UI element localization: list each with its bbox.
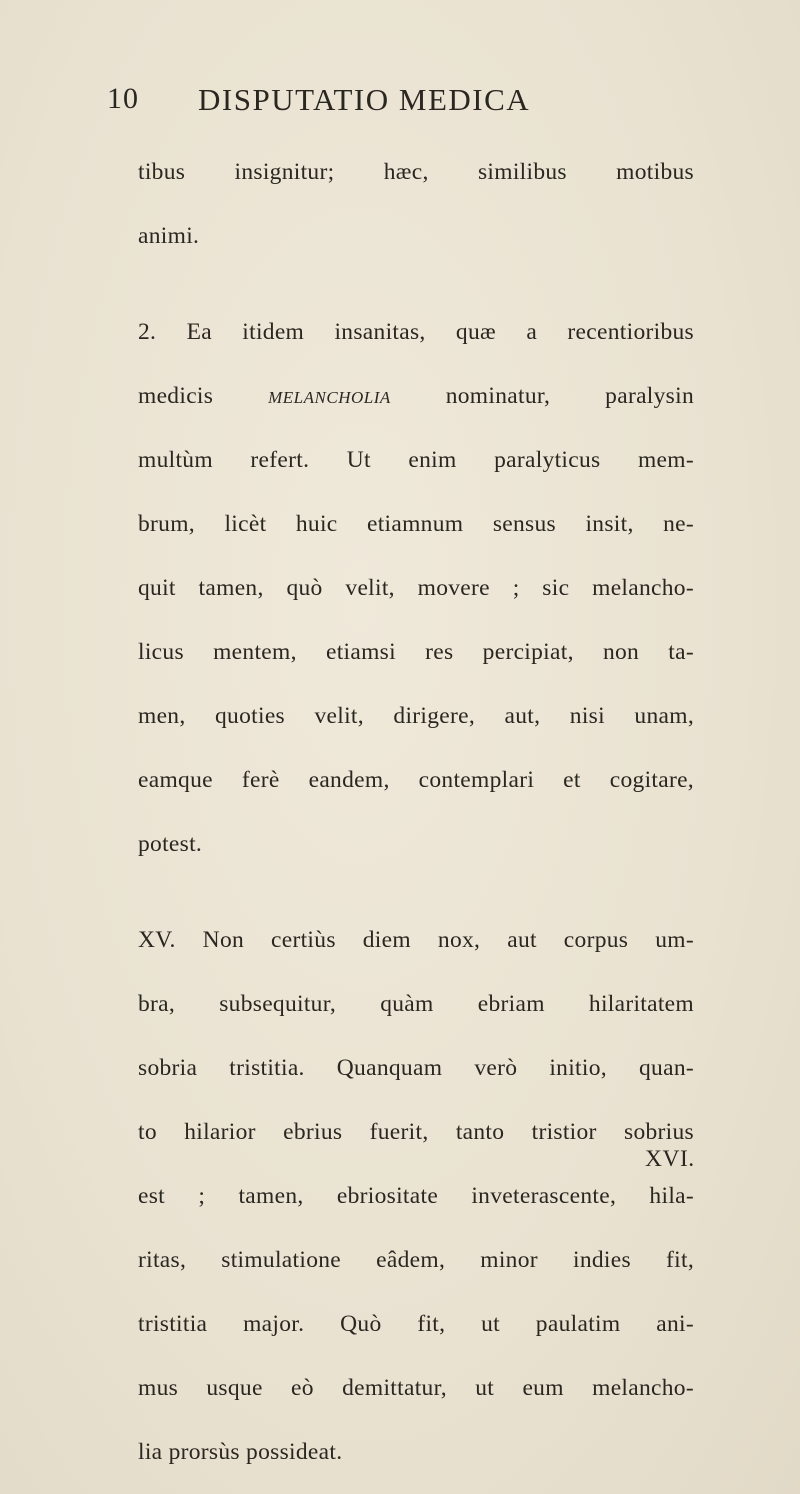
- text-span: 2. Ea itidem insanitas, quæ a recentioribus: [138, 319, 694, 345]
- text-line: tristitia major. Quò fit, ut paulatim ani-: [138, 1311, 694, 1337]
- catchword: XVI.: [645, 1146, 695, 1172]
- text-line: [138, 812, 694, 876]
- text-line: XV. Non certiùs diem nox, aut corpus um-: [138, 927, 694, 953]
- text-span: multùm refert. Ut enim paralyticus mem-: [138, 447, 694, 473]
- text-line: bra, subsequitur, quàm ebriam hilaritatem: [138, 991, 694, 1017]
- paragraph-gap: [138, 268, 694, 300]
- page-header: [107, 82, 607, 122]
- paragraph-continuation: [138, 140, 694, 268]
- paragraph-gap: [138, 876, 694, 908]
- paragraph-2: [138, 300, 694, 876]
- text-span: quit tamen, quò velit, movere ; sic melancho-: [138, 575, 694, 601]
- page-number: 10: [107, 82, 139, 115]
- text-line: [138, 300, 694, 364]
- text-span: licus mentem, etiamsi res percipiat, non ta-: [138, 639, 694, 665]
- text-span: nominatur, paralysin: [390, 383, 695, 409]
- text-line: [138, 428, 694, 492]
- text-line: lia prorsùs possideat.: [138, 1439, 343, 1465]
- text-line: [138, 684, 694, 748]
- text-span: men, quoties velit, dirigere, aut, nisi unam,: [138, 703, 694, 729]
- paragraph-xv: [138, 908, 694, 1484]
- text-line: to hilarior ebrius fuerit, tanto tristior sobrius: [138, 1119, 694, 1145]
- text-line: animi.: [138, 223, 200, 249]
- text-span: medicis: [138, 383, 269, 409]
- text-line: sobria tristitia. Quanquam verò initio, quan-: [138, 1055, 694, 1081]
- term-melancholia: MELANCHOLIA: [268, 388, 391, 407]
- text-span: eamque ferè eandem, contemplari et cogitare,: [138, 767, 694, 793]
- text-line: [138, 620, 694, 684]
- text-line: est ; tamen, ebriositate inveterascente, hila-: [138, 1183, 694, 1209]
- body-text: [138, 140, 694, 1484]
- text-line: [138, 748, 694, 812]
- text-line: [138, 364, 694, 428]
- text-line: [138, 492, 694, 556]
- text-line: tibus insignitur; hæc, similibus motibus: [138, 159, 694, 185]
- running-title: DISPUTATIO MEDICA: [198, 82, 531, 117]
- text-span: potest.: [138, 831, 203, 857]
- text-line: mus usque eò demittatur, ut eum melancho-: [138, 1375, 694, 1401]
- text-line: [138, 556, 694, 620]
- text-line: ritas, stimulatione eâdem, minor indies fit,: [138, 1247, 694, 1273]
- text-span: brum, licèt huic etiamnum sensus insit, ne-: [138, 511, 694, 537]
